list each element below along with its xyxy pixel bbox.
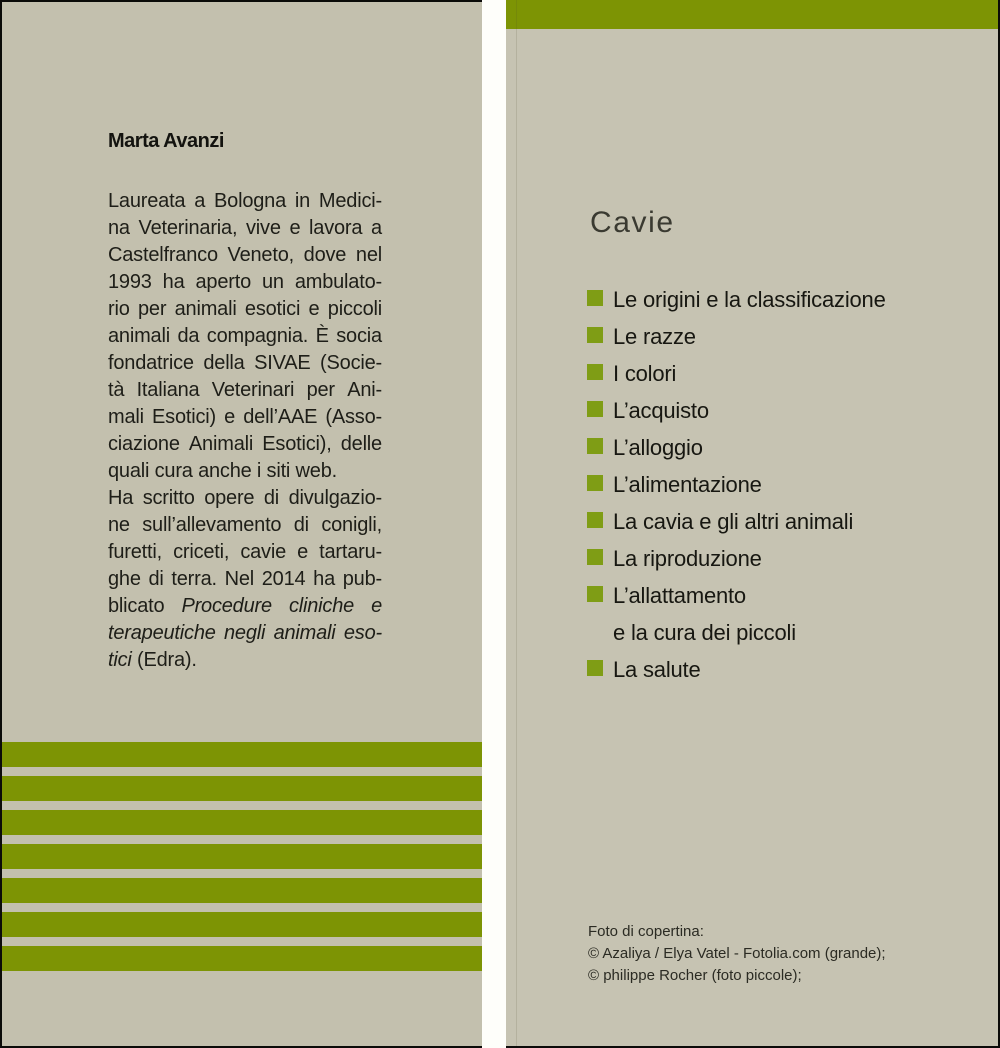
bio-word: furetti, [108, 541, 162, 563]
toc-item [587, 288, 886, 325]
left-flap-panel [2, 2, 482, 1046]
bio-word: (Socie- [320, 352, 382, 374]
bio-word: Esotici) [152, 406, 216, 428]
toc-item-label: La salute [613, 657, 701, 682]
toc-item [587, 436, 886, 473]
bio-word: ghe [108, 568, 141, 590]
fold-crease-line [516, 0, 517, 1046]
bio-word: ne [108, 514, 130, 536]
green-stripe [2, 742, 482, 767]
toc-item-label: La riproduzione [613, 546, 762, 571]
bio-word: Animali [188, 433, 254, 455]
bio-word: delle [340, 433, 382, 455]
bio-word: di [148, 568, 164, 590]
bio-word: in [294, 190, 311, 212]
stripe-pattern [2, 742, 482, 980]
bio-word: animali [108, 325, 170, 347]
bio-line [108, 539, 382, 566]
bio-line [108, 296, 382, 323]
toc-item [587, 547, 886, 584]
bio-word: di [293, 514, 309, 536]
toc-item-label: L’alimentazione [613, 472, 762, 497]
bio-word: Procedure [181, 595, 272, 617]
toc-item-label: I colori [613, 361, 677, 386]
bio-word: e [289, 217, 301, 239]
bio-word: SIVAE [254, 352, 311, 374]
bio-word: ciazione [108, 433, 180, 455]
toc-item-label: e la cura dei piccoli [613, 620, 796, 645]
bio-word: Veneto, [227, 244, 294, 266]
toc-item [587, 325, 886, 362]
bio-segment: quali cura anche i siti web. [108, 460, 337, 482]
bullet-square-icon [587, 660, 603, 676]
bio-line [108, 269, 382, 296]
bio-word: a [194, 190, 206, 212]
bio-line [108, 215, 382, 242]
bio-word: dell’AAE [243, 406, 318, 428]
photo-credits [588, 921, 886, 987]
bio-word: 1993 [108, 271, 152, 293]
bio-word: dove [303, 244, 347, 266]
toc-item-label: Le razze [613, 324, 696, 349]
bio-word: rio [108, 298, 130, 320]
bio-word: mali [108, 406, 144, 428]
credit-line: © Azaliya / Elya Vatel - Fotolia.com (grande); [588, 945, 886, 962]
bio-word: animali [273, 622, 336, 644]
right-flap-panel [506, 0, 998, 1046]
bio-word: piccoli [327, 298, 382, 320]
bio-word: 2014 [261, 568, 306, 590]
bio-word: e [224, 406, 236, 428]
bio-word: Veterinari [211, 379, 295, 401]
bio-word: cavie [240, 541, 287, 563]
bio-word: della [203, 352, 245, 374]
bio-word: cliniche [288, 595, 355, 617]
bio-word: blicato [108, 595, 165, 617]
bio-word: (Asso- [325, 406, 382, 428]
toc-item [587, 621, 886, 658]
author-name: Marta Avanzi [108, 130, 224, 152]
toc-item [587, 473, 886, 510]
toc-item [587, 584, 886, 621]
bio-word: per [306, 379, 335, 401]
toc-item [587, 399, 886, 436]
bio-word: sull’allevamento [142, 514, 282, 536]
bio-line [108, 323, 382, 350]
bio-word: eso- [343, 622, 382, 644]
bio-word: Ani- [347, 379, 382, 401]
bio-word: un [261, 271, 284, 293]
bio-word: Ha [108, 487, 134, 509]
bullet-square-icon [587, 438, 603, 454]
green-stripe [2, 810, 482, 835]
green-stripe [2, 776, 482, 801]
green-stripe [2, 878, 482, 903]
bio-word: e [308, 298, 320, 320]
bullet-square-icon [587, 401, 603, 417]
toc-item [587, 362, 886, 399]
credit-line: Foto di copertina: [588, 923, 704, 940]
bio-word: e [297, 541, 309, 563]
bio-word: Veterinaria, [138, 217, 238, 239]
bio-word: na [108, 217, 130, 239]
bio-line [108, 512, 382, 539]
credit-line: © philippe Rocher (foto piccole); [588, 967, 802, 984]
bullet-square-icon [587, 364, 603, 380]
panel-gap [482, 0, 506, 1048]
bio-line [108, 620, 382, 647]
bio-segment: (Edra). [131, 649, 197, 671]
bio-word: Castelfranco [108, 244, 218, 266]
bio-line [108, 350, 382, 377]
bio-word: e [371, 595, 382, 617]
green-stripe [2, 946, 482, 971]
bio-word: aperto [195, 271, 252, 293]
bio-word: Laureata [108, 190, 186, 212]
bio-word: fondatrice [108, 352, 194, 374]
table-of-contents [587, 288, 886, 695]
toc-item [587, 658, 886, 695]
bio-word: tartaru- [319, 541, 382, 563]
top-green-bar [506, 0, 998, 29]
bio-word: terra. [171, 568, 217, 590]
bio-segment: tici [108, 649, 132, 671]
bullet-square-icon [587, 327, 603, 343]
bio-line [108, 188, 382, 215]
author-bio [108, 188, 382, 674]
bio-word: terapeutiche [108, 622, 216, 644]
bio-line [108, 404, 382, 431]
flap-title: Cavie [590, 206, 675, 239]
bio-word: vive [245, 217, 281, 239]
toc-item-label: L’allattamento [613, 583, 746, 608]
bio-line [108, 593, 382, 620]
bullet-square-icon [587, 475, 603, 491]
bio-line [108, 377, 382, 404]
bio-word: per [137, 298, 167, 320]
bio-word: Bologna [214, 190, 287, 212]
bio-word: divulgazio- [288, 487, 382, 509]
bio-line [108, 647, 382, 674]
bio-word: ambulato- [294, 271, 382, 293]
bio-line [108, 242, 382, 269]
bio-word: negli [224, 622, 266, 644]
bio-word: pub- [342, 568, 382, 590]
bio-word: compagnia. [206, 325, 309, 347]
bio-line [108, 485, 382, 512]
bio-word: lavora [309, 217, 363, 239]
bio-line [108, 431, 382, 458]
bio-word: ha [313, 568, 336, 590]
toc-item-label: L’alloggio [613, 435, 703, 460]
bullet-square-icon [587, 512, 603, 528]
toc-item-label: Le origini e la classificazione [613, 287, 886, 312]
bio-word: Italiana [136, 379, 200, 401]
toc-item-label: La cavia e gli altri animali [613, 509, 854, 534]
green-stripe [2, 844, 482, 869]
bio-word: socia [336, 325, 382, 347]
bio-word: di [263, 487, 280, 509]
bio-word: animali [174, 298, 237, 320]
toc-item [587, 510, 886, 547]
bio-word: esotici [244, 298, 301, 320]
bio-word: Esotici), [262, 433, 332, 455]
bullet-square-icon [587, 549, 603, 565]
bio-word: da [177, 325, 200, 347]
green-stripe [2, 912, 482, 937]
bio-word: Nel [224, 568, 255, 590]
bio-line [108, 458, 382, 485]
bio-word: Medici- [318, 190, 382, 212]
bio-word: scritto [142, 487, 195, 509]
bio-word: nel [355, 244, 382, 266]
bio-word: criceti, [173, 541, 230, 563]
bio-word: a [371, 217, 382, 239]
toc-item-label: L’acquisto [613, 398, 709, 423]
bio-word: conigli, [321, 514, 382, 536]
bio-word: opere [204, 487, 255, 509]
bio-word: tà [108, 379, 125, 401]
bullet-square-icon [587, 290, 603, 306]
bio-word: ha [162, 271, 185, 293]
bio-line [108, 566, 382, 593]
bullet-square-icon [587, 586, 603, 602]
bio-word: È [315, 325, 329, 347]
